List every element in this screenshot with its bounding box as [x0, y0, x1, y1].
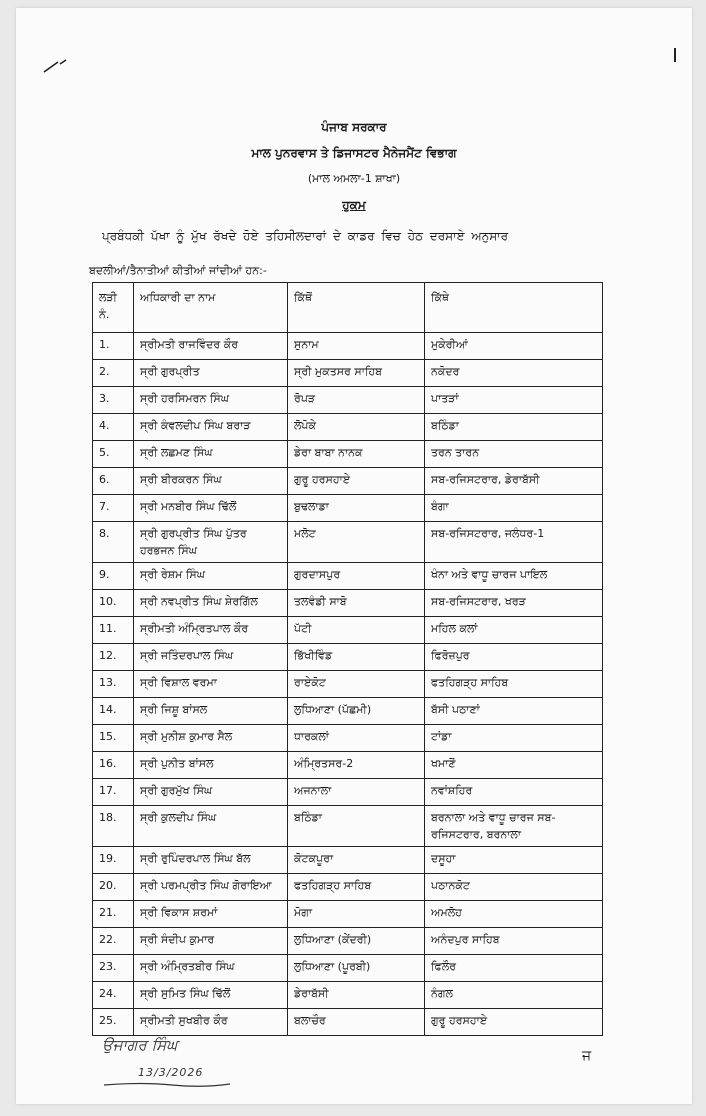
from-cell: ਲੁਧਿਆਣਾ (ਪੂਰਬੀ) — [288, 955, 425, 982]
table-row — [93, 725, 603, 752]
officer-name-cell: ਸ੍ਰੀਮਤੀ ਅੰਮ੍ਰਿਤਪਾਲ ਕੌਰ — [134, 617, 288, 644]
serial-number-cell: 19. — [93, 847, 134, 874]
serial-number-cell: 3. — [93, 387, 134, 414]
serial-number-cell: 5. — [93, 441, 134, 468]
to-cell: ਨੰਗਲ — [425, 982, 603, 1009]
from-cell: ਕੋਟਕਪੂਰਾ — [288, 847, 425, 874]
to-cell: ਮੁਕੇਰੀਆਂ — [425, 333, 603, 360]
officer-name-cell: ਸ੍ਰੀ ਪੁਨੀਤ ਬਾਂਸਲ — [134, 752, 288, 779]
serial-number-cell: 21. — [93, 901, 134, 928]
header-serial-number: ਲੜੀ ਨੰ. — [93, 283, 134, 333]
table-row — [93, 982, 603, 1009]
from-cell: ਬਠਿੰਡਾ — [288, 806, 425, 847]
from-cell: ਡੇਰਾ ਬਾਬਾ ਨਾਨਕ — [288, 441, 425, 468]
to-cell: ਗੁਰੂ ਹਰਸਹਾਏ — [425, 1009, 603, 1036]
serial-number-cell: 1. — [93, 333, 134, 360]
serial-number-cell: 10. — [93, 590, 134, 617]
officer-name-cell: ਸ੍ਰੀ ਜਿਸ਼ੂ ਬਾਂਸਲ — [134, 698, 288, 725]
signature-date: 13/3/2026 — [138, 1066, 204, 1079]
to-cell: ਸਬ-ਰਜਿਸਟਰਾਰ, ਡੇਰਾਬੱਸੀ — [425, 468, 603, 495]
table-row — [93, 806, 603, 847]
header-to: ਕਿੱਥੇ — [425, 283, 603, 333]
officer-name-cell: ਸ੍ਰੀ ਨਵਪ੍ਰੀਤ ਸਿੰਘ ਸ਼ੇਰਗਿੱਲ — [134, 590, 288, 617]
department-heading: ਮਾਲ ਪੁਨਰਵਾਸ ਤੇ ਡਿਜਾਸਟਰ ਮੈਨੇਜਮੈਂਟ ਵਿਭਾਗ — [251, 146, 457, 160]
table-row — [93, 617, 603, 644]
table-row — [93, 387, 603, 414]
serial-number-cell: 11. — [93, 617, 134, 644]
table-row — [93, 590, 603, 617]
officer-name-cell: ਸ੍ਰੀ ਵਿਕਾਸ ਸ਼ਰਮਾਂ — [134, 901, 288, 928]
to-cell: ਤਰਨ ਤਾਰਨ — [425, 441, 603, 468]
officer-name-cell: ਸ੍ਰੀ ਗੁਰਮੁੱਖ ਸਿੰਘ — [134, 779, 288, 806]
to-cell: ਫਤਹਿਗੜ੍ਹ ਸਾਹਿਬ — [425, 671, 603, 698]
officer-name-cell: ਸ੍ਰੀ ਰੇਸ਼ਮ ਸਿੰਘ — [134, 563, 288, 590]
serial-number-cell: 12. — [93, 644, 134, 671]
serial-number-cell: 8. — [93, 522, 134, 563]
to-cell: ਪਾਤੜਾਂ — [425, 387, 603, 414]
table-row — [93, 847, 603, 874]
officer-name-cell: ਸ੍ਰੀ ਕੰਵਲਦੀਪ ਸਿੰਘ ਬਰਾੜ — [134, 414, 288, 441]
table-row — [93, 955, 603, 982]
officer-name-cell: ਸ੍ਰੀ ਰੁਪਿੰਦਰਪਾਲ ਸਿੰਘ ਬੱਲ — [134, 847, 288, 874]
serial-number-cell: 2. — [93, 360, 134, 387]
officer-name-cell: ਸ੍ਰੀ ਲਛਮਣ ਸਿੰਘ — [134, 441, 288, 468]
to-cell: ਸਬ-ਰਜਿਸਟਰਾਰ, ਜਲੰਧਰ-1 — [425, 522, 603, 563]
signature-text: ਉਜਾਗਰ ਸਿੰਘ — [102, 1036, 178, 1054]
government-heading: ਪੰਜਾਬ ਸਰਕਾਰ — [321, 120, 387, 134]
officer-name-cell: ਸ੍ਰੀ ਕੁਲਦੀਪ ਸਿੰਘ — [134, 806, 288, 847]
table-row — [93, 874, 603, 901]
from-cell: ਲੋਪੋਕੇ — [288, 414, 425, 441]
table-row — [93, 414, 603, 441]
officer-name-cell: ਸ੍ਰੀ ਮੁਨੀਸ਼ ਕੁਮਾਰ ਸੈਲ — [134, 725, 288, 752]
table-row — [93, 901, 603, 928]
serial-number-cell: 6. — [93, 468, 134, 495]
to-cell: ਬਠਿੰਡਾ — [425, 414, 603, 441]
from-cell: ਡੇਰਾਬੱਸੀ — [288, 982, 425, 1009]
transfer-table — [92, 282, 603, 1036]
intro-line-2: ਬਦਲੀਆਂ/ਤੈਨਾਤੀਆਂ ਕੀਤੀਆਂ ਜਾਂਦੀਆਂ ਹਨ:- — [89, 264, 267, 277]
to-cell: ਨਵਾਂਸ਼ਹਿਰ — [425, 779, 603, 806]
table-row — [93, 752, 603, 779]
from-cell: ਸੁਨਾਮ — [288, 333, 425, 360]
document-page — [16, 8, 692, 1104]
serial-number-cell: 14. — [93, 698, 134, 725]
from-cell: ਲੁਧਿਆਣਾ (ਪੱਛਮੀ) — [288, 698, 425, 725]
to-cell: ਖਮਾਣੋਂ — [425, 752, 603, 779]
to-cell: ਬੱਸੀ ਪਠਾਣਾਂ — [425, 698, 603, 725]
from-cell: ਸ੍ਰੀ ਮੁਕਤਸਰ ਸਾਹਿਬ — [288, 360, 425, 387]
signature — [102, 1036, 242, 1092]
to-cell: ਟਾਂਡਾ — [425, 725, 603, 752]
to-cell: ਦਸੂਹਾ — [425, 847, 603, 874]
officer-name-cell: ਸ੍ਰੀ ਜਤਿੰਦਰਪਾਲ ਸਿੰਘ — [134, 644, 288, 671]
from-cell: ਰੋਪੜ — [288, 387, 425, 414]
table-body — [93, 333, 603, 1036]
to-cell: ਮਹਿਲ ਕਲਾਂ — [425, 617, 603, 644]
from-cell: ਮੋਗਾ — [288, 901, 425, 928]
from-cell: ਗੁਰਦਾਸਪੁਰ — [288, 563, 425, 590]
branch-heading: (ਮਾਲ ਅਮਲਾ-1 ਸ਼ਾਖਾ) — [307, 172, 401, 185]
table-row — [93, 928, 603, 955]
to-cell: ਸਬ-ਰਜਿਸਟਰਾਰ, ਖਰੜ — [425, 590, 603, 617]
serial-number-cell: 13. — [93, 671, 134, 698]
table-row — [93, 441, 603, 468]
table-row — [93, 779, 603, 806]
header-officer-name: ਅਧਿਕਾਰੀ ਦਾ ਨਾਮ — [134, 283, 288, 333]
pen-stroke-mark — [42, 58, 68, 74]
officer-name-cell: ਸ੍ਰੀ ਗੁਰਪ੍ਰੀਤ — [134, 360, 288, 387]
to-cell: ਨਕੋਦਰ — [425, 360, 603, 387]
from-cell: ਮਲੋਟ — [288, 522, 425, 563]
signature-underline — [102, 1081, 232, 1089]
table-header-row — [93, 283, 603, 333]
table-row — [93, 698, 603, 725]
intro-line-1: ਪ੍ਰਬੰਧਕੀ ਪੱਖਾ ਨੂੰ ਮੁੱਖ ਰੱਖਦੇ ਹੋਏ ਤਹਿਸੀਲਦਾਰਾਂ ਦੇ ਕਾਡਰ ਵਿਚ ਹੇਠ ਦਰਸਾਏ ਅਨੁਸਾਰ — [102, 229, 509, 243]
serial-number-cell: 18. — [93, 806, 134, 847]
serial-number-cell: 20. — [93, 874, 134, 901]
from-cell: ਰਾਏਕੋਟ — [288, 671, 425, 698]
officer-name-cell: ਸ੍ਰੀ ਸੰਦੀਪ ਕੁਮਾਰ — [134, 928, 288, 955]
officer-name-cell: ਸ੍ਰੀ ਮਨਬੀਰ ਸਿੰਘ ਢਿੱਲੋਂ — [134, 495, 288, 522]
to-cell: ਬੰਗਾ — [425, 495, 603, 522]
table-row — [93, 1009, 603, 1036]
table-row — [93, 671, 603, 698]
from-cell: ਅੰਮ੍ਰਿਤਸਰ-2 — [288, 752, 425, 779]
officer-name-cell: ਸ੍ਰੀ ਹਰਸਿਮਰਨ ਸਿੰਘ — [134, 387, 288, 414]
from-cell: ਪੱਟੀ — [288, 617, 425, 644]
order-title: ਹੁਕਮ — [342, 198, 366, 212]
from-cell: ਤਲਵੰਡੀ ਸਾਬੋ — [288, 590, 425, 617]
from-cell: ਬੁਢਲਾਡਾ — [288, 495, 425, 522]
from-cell: ਫਤਹਿਗੜ੍ਹ ਸਾਹਿਬ — [288, 874, 425, 901]
table-row — [93, 563, 603, 590]
to-cell: ਖੰਨਾ ਅਤੇ ਵਾਧੂ ਚਾਰਜ ਪਾਇਲ — [425, 563, 603, 590]
serial-number-cell: 23. — [93, 955, 134, 982]
officer-name-cell: ਸ੍ਰੀ ਗੁਰਪ੍ਰੀਤ ਸਿੰਘ ਪੁੱਤਰ ਹਰਭਜਨ ਸਿੰਘ — [134, 522, 288, 563]
table-row — [93, 495, 603, 522]
header-from: ਕਿੱਥੋਂ — [288, 283, 425, 333]
officer-name-cell: ਸ੍ਰੀਮਤੀ ਸੁਖਬੀਰ ਕੌਰ — [134, 1009, 288, 1036]
serial-number-cell: 25. — [93, 1009, 134, 1036]
from-cell: ਅਜਨਾਲਾ — [288, 779, 425, 806]
officer-name-cell: ਸ੍ਰੀ ਸੁਮਿਤ ਸਿੰਘ ਢਿੱਲੋਂ — [134, 982, 288, 1009]
officer-name-cell: ਸ੍ਰੀ ਵਿਸ਼ਾਲ ਵਰਮਾ — [134, 671, 288, 698]
serial-number-cell: 22. — [93, 928, 134, 955]
officer-name-cell: ਸ੍ਰੀ ਬੀਰਕਰਨ ਸਿੰਘ — [134, 468, 288, 495]
from-cell: ਗੁਰੂ ਹਰਸਹਾਏ — [288, 468, 425, 495]
officer-name-cell: ਸ੍ਰੀਮਤੀ ਰਾਜਵਿੰਦਰ ਕੌਰ — [134, 333, 288, 360]
table-row — [93, 522, 603, 563]
to-cell: ਅਮਲੋਹ — [425, 901, 603, 928]
officer-name-cell: ਸ੍ਰੀ ਅੰਮ੍ਰਿਤਬੀਰ ਸਿੰਘ — [134, 955, 288, 982]
table-row — [93, 360, 603, 387]
table-row — [93, 333, 603, 360]
serial-number-cell: 4. — [93, 414, 134, 441]
page-mark: ਜ — [582, 1048, 592, 1064]
serial-number-cell: 9. — [93, 563, 134, 590]
to-cell: ਅਨੰਦਪੁਰ ਸਾਹਿਬ — [425, 928, 603, 955]
from-cell: ਬਲਾਚੌਰ — [288, 1009, 425, 1036]
to-cell: ਬਰਨਾਲਾ ਅਤੇ ਵਾਧੂ ਚਾਰਜ ਸਬ-ਰਜਿਸਟਰਾਰ, ਬਰਨਾਲਾ — [425, 806, 603, 847]
serial-number-cell: 17. — [93, 779, 134, 806]
table-row — [93, 468, 603, 495]
table-row — [93, 644, 603, 671]
from-cell: ਲੁਧਿਆਣਾ (ਕੇਂਦਰੀ) — [288, 928, 425, 955]
from-cell: ਭਿੱਖੀਵਿੰਡ — [288, 644, 425, 671]
serial-number-cell: 24. — [93, 982, 134, 1009]
from-cell: ਧਾਰਕਲਾਂ — [288, 725, 425, 752]
to-cell: ਫਿਰੋਜ਼ਪੁਰ — [425, 644, 603, 671]
serial-number-cell: 16. — [93, 752, 134, 779]
to-cell: ਫਿਲੌਰ — [425, 955, 603, 982]
serial-number-cell: 7. — [93, 495, 134, 522]
margin-tick-mark — [674, 48, 676, 62]
serial-number-cell: 15. — [93, 725, 134, 752]
officer-name-cell: ਸ੍ਰੀ ਪਰਮਪ੍ਰੀਤ ਸਿੰਘ ਗੋਰਾਇਆ — [134, 874, 288, 901]
to-cell: ਪਠਾਨਕੋਟ — [425, 874, 603, 901]
